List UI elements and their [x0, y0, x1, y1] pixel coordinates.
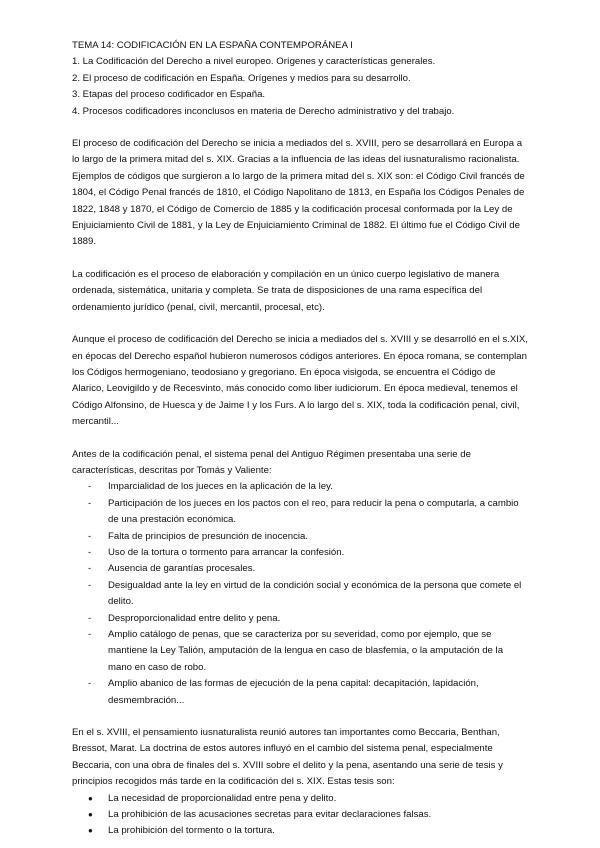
list-item — [72, 791, 528, 807]
list-item — [72, 561, 528, 577]
dash-marker: - — [88, 678, 92, 690]
list-item-text: Desigualdad ante la ley en virtud de la condición social y económica de la persona que comete el delito. — [108, 579, 522, 608]
dash-marker: - — [88, 497, 92, 509]
outline-item-1: 1. La Codificación del Derecho a nivel europeo. Orígenes y características generales. — [72, 56, 436, 68]
dash-marker: - — [88, 563, 92, 575]
dash-marker: - — [88, 530, 92, 542]
dash-marker: - — [88, 612, 92, 624]
outline-item-4: 4. Procesos codificadores inconclusos en materia de Derecho administrativo y del trabajo. — [72, 105, 455, 117]
paragraph-codificacion-origen: El proceso de codificación del Derecho se inicia a mediados del s. XVIII, pero se desarrollará en Europa a lo largo de la primera mitad del s. XIX. Gracias a la influencia de las ideas del iusnaturalismo racionalista. Ejemplos de códigos que surgieron a lo largo de la primera mitad del s. XIX son: el Código Civil francés de 1804, el Código Penal francés de 1810, el Código Napolitano de 1813, en España los Códigos Penales de 1822, 1848 y 1870, el Código de Comercio de 1885 y la codificación procesal conformada por la Ley de Enjuiciamiento Civil de 1881, y la Ley de Enjuiciamiento Criminal de 1882. El último fue el Código Civil de 1889. — [72, 138, 525, 248]
list-item-text: Amplio abanico de las formas de ejecución de la pena capital: decapitación, lapidación, desmembración... — [108, 678, 479, 706]
list-item — [72, 479, 528, 495]
paragraph-codigos-anteriores: Aunque el proceso de codificación del Derecho se inicia a mediados del s. XVIII y se desarrolló en el s.XIX, en épocas del Derecho español hubieron numerosos códigos anteriores. En época romana, se contemplan los Códigos hermogeniano, teodosiano y gregoriano. En época visigoda, se encuentra el Código de Alarico, Leovigildo y de Recesvinto, más conocido como liber iudiciorum. En época medieval, tenemos el Código Alfonsino, de Huesca y de Jaime I y los Furs. A lo largo del s. XIX, toda la codificación penal, civil, mercantil... — [72, 334, 528, 428]
list-item-text: Uso de la tortura o tormento para arrancar la confesión. — [108, 546, 345, 558]
iusnaturalismo-list — [72, 791, 528, 840]
list-item-text: La prohibición del tormento o la tortura. — [108, 825, 275, 837]
outline-item-3: 3. Etapas del proceso codificador en España. — [72, 89, 266, 101]
bullet-icon: ● — [88, 810, 93, 820]
list-item-text: Ausencia de garantías procesales. — [108, 563, 256, 575]
dash-marker: - — [88, 629, 92, 640]
dash-marker: - — [88, 481, 92, 493]
list-item-text: Imparcialidad de los jueces en la aplicación de la ley. — [108, 481, 333, 493]
paragraph-definicion-codificacion: La codificación es el proceso de elaboración y compilación en un único cuerpo legislativo de manera ordenada, sistemática, unitaria y completa. Se trata de disposiciones de una rama específica del ordenamiento jurídico (penal, civil, mercantil, procesal, etc). — [72, 268, 500, 313]
section-antiguo-regimen — [72, 447, 528, 710]
document-page — [72, 38, 528, 840]
list-item — [72, 611, 528, 627]
list-item — [72, 578, 528, 611]
list-item-text: Participación de los jueces en los pactos con el reo, para reducir la pena o computarla, a cambio de una prestación económica. — [108, 497, 519, 526]
list-item — [72, 627, 528, 676]
section-iusnaturalismo — [72, 725, 528, 840]
dash-marker: - — [88, 579, 92, 591]
list-item-text: Desproporcionalidad entre delito y pena. — [108, 612, 281, 624]
list-item-text: Amplio catálogo de penas, que se caracteriza por su severidad, como por ejemplo, que se mantiene la Ley Talión, amputación de la lengua en caso de blasfemia, o la amputación de la mano en caso de robo. — [108, 629, 504, 673]
list-item — [72, 529, 528, 545]
list-item — [72, 545, 528, 561]
antiguo-regimen-list — [72, 479, 528, 709]
list-item-text: Falta de principios de presunción de inocencia. — [108, 530, 308, 542]
document-header — [72, 38, 528, 120]
iusnaturalismo-intro: En el s. XVIII, el pensamiento iusnaturalista reunió autores tan importantes como Beccaria, Benthan, Bressot, Marat. La doctrina de estos autores influyó en el cambio del sistema penal, especialmente Beccaria, con una obra de finales del s. XVIII sobre el delito y la pena, asentando una serie de tesis y principios recogidos más tarde en la codificación del s. XIX. Estas tesis son: — [72, 727, 503, 788]
list-item-text: La necesidad de proporcionalidad entre pena y delito. — [108, 792, 337, 804]
bullet-icon: ● — [88, 826, 93, 836]
list-item-text: La prohibición de las acusaciones secretas para evitar declaraciones falsas. — [108, 809, 432, 821]
outline-item-2: 2. El proceso de codificación en España. Orígenes y medios para su desarrollo. — [72, 72, 411, 84]
list-item — [72, 807, 528, 823]
antiguo-regimen-intro: Antes de la codificación penal, el sistema penal del Antiguo Régimen presentaba una serie de características, descritas por Tomás y Valiente: — [72, 448, 471, 476]
list-item — [72, 823, 528, 839]
dash-marker: - — [88, 546, 92, 558]
list-item — [72, 496, 528, 529]
document-title: TEMA 14: CODIFICACIÓN EN LA ESPAÑA CONTEMPORÁNEA I — [72, 40, 353, 51]
list-item — [72, 676, 528, 709]
bullet-icon: ● — [88, 793, 93, 803]
